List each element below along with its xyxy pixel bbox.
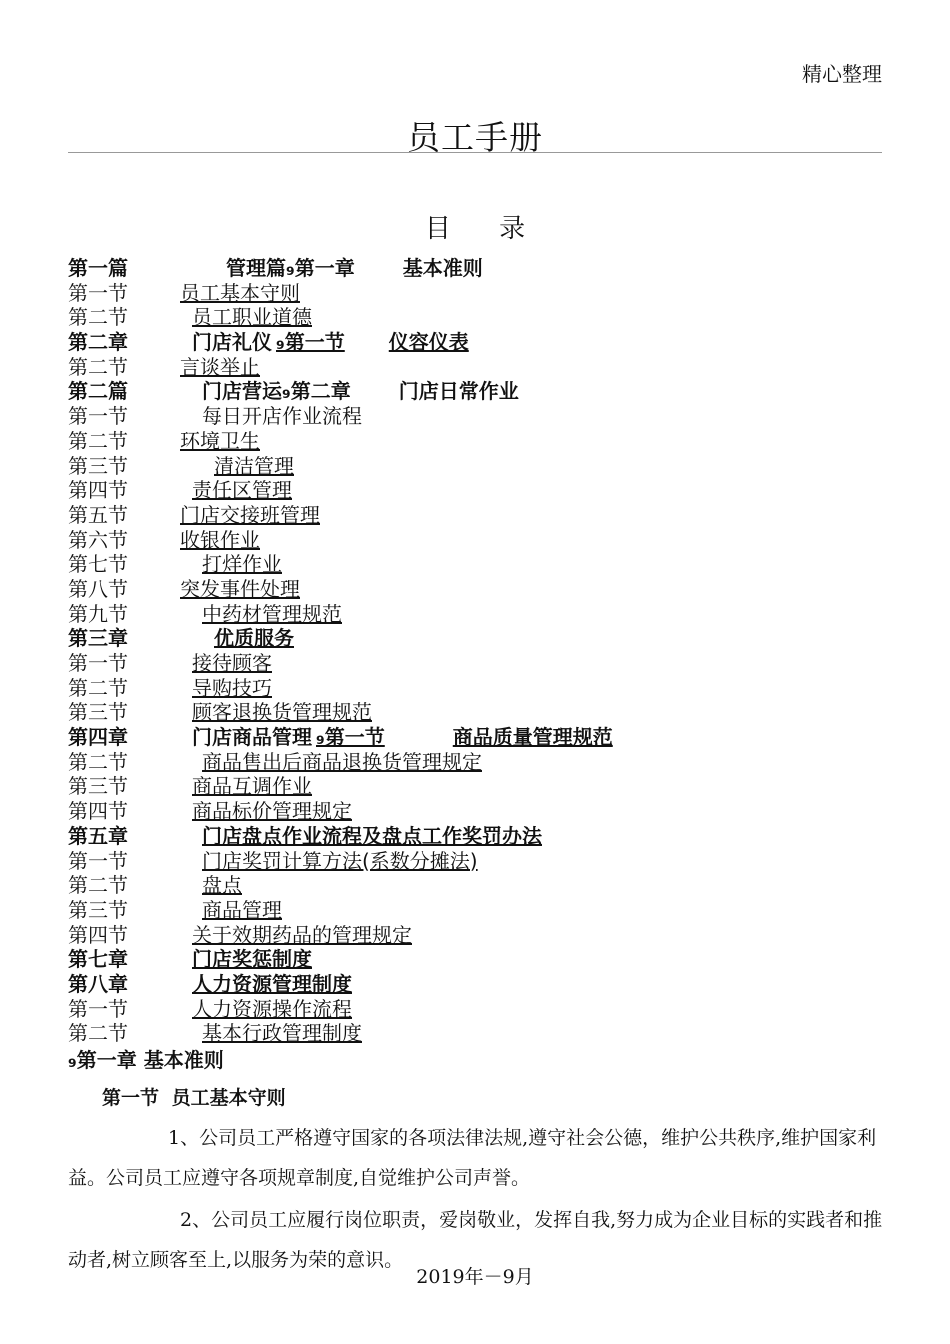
toc-entry[interactable] [68,651,888,676]
toc-entry[interactable] [68,676,888,701]
toc-entry-number: 第三章 [68,626,128,651]
toc-entry-title: 每日开店作业流程 [202,404,362,429]
toc-entry[interactable] [68,774,888,799]
toc-entry-title: 员工基本守则 [180,280,300,305]
toc-entry[interactable] [68,997,888,1022]
toc-entry-number: 第一节 [68,996,128,1021]
document-body [68,1046,888,1282]
toc-entry-title: 突发事件处理 [180,576,300,601]
toc-entry[interactable] [68,824,888,849]
toc-entry[interactable] [68,923,888,948]
toc-entry[interactable] [68,256,888,281]
toc-entry[interactable] [68,577,888,602]
toc-entry[interactable] [68,355,888,380]
toc-entry[interactable] [68,281,888,306]
toc-entry-title: 接待顾客 [192,651,272,675]
toc-entry-title: 门店礼仪 [192,330,272,355]
toc-entry-number: 第五章 [68,823,128,848]
toc-entry-title: 收银作业 [180,527,260,552]
toc-entry[interactable] [68,552,888,577]
toc-entry-title: 盘点 [202,873,242,898]
toc-entry-number: 第一节 [68,848,128,873]
toc-entry-number: 第一节 [68,404,128,429]
toc-entry-title: 打烊作业 [202,552,282,577]
toc-entry[interactable] [68,873,888,898]
chapter-heading: ₉第一章 基本准则 [68,1048,224,1072]
toc-entry-number: 第二篇 [68,379,128,404]
toc-entry[interactable] [68,898,888,923]
toc-entry[interactable] [68,404,888,429]
toc-entry-title: 言谈举止 [180,354,260,379]
toc-entry[interactable] [68,330,888,355]
body-paragraph-2: 2、公司员工应履行岗位职责，爱岗敬业，发挥自我,努力成为企业目标的实践者和推动者,树立顾客至上,以服务为荣的意识。 [68,1209,883,1271]
toc-entry-number: 第六节 [68,527,128,552]
toc-entry[interactable] [68,972,888,997]
toc-entry-title: 商品标价管理规定 [192,799,352,824]
toc-entry-sub-title: 门店日常作业 [398,379,519,404]
toc-entry[interactable] [68,528,888,553]
toc-entry-title: 商品管理 [202,897,282,922]
toc-entry-number: 第二节 [68,428,128,453]
toc-entry-title: 责任区管理 [192,478,292,503]
toc-entry-number: 第四章 [68,725,128,750]
toc-entry[interactable] [68,799,888,824]
toc-entry-title: 中药材管理规范 [202,601,342,626]
toc-entry[interactable] [68,725,888,750]
toc-entry-title: 关于效期药品的管理规定 [192,922,412,947]
toc-entry-number: 第二章 [68,330,128,355]
toc-entry[interactable] [68,849,888,874]
toc-entry[interactable] [68,1021,888,1046]
toc-entry[interactable] [68,305,888,330]
toc-entry-number: 第九节 [68,601,128,626]
toc-title: 目 录 [424,214,526,244]
toc-entry-subtitle [282,379,519,404]
toc-entry[interactable] [68,454,888,479]
toc-entry-number: 第二节 [68,675,128,700]
toc-entry-sub-number: ₉第一章 [286,256,355,280]
toc-entry-number: 第三节 [68,700,128,725]
toc-entry[interactable] [68,429,888,454]
toc-entry[interactable] [68,947,888,972]
toc-entry-title: 员工职业道德 [192,305,312,330]
footer-date: 2019年－9月 [416,1266,534,1288]
toc-entry-title: 管理篇 [226,256,286,280]
toc-entry-number: 第三节 [68,774,128,799]
toc-entry-number: 第八章 [68,971,128,996]
toc-entry-title: 基本行政管理制度 [202,1021,362,1046]
toc-entry-number: 第四节 [68,799,128,824]
toc-entry[interactable] [68,379,888,404]
toc-entry-number: 第二节 [68,354,128,379]
header-note: 精心整理 [802,62,882,86]
toc-entry-number: 第二节 [68,749,128,774]
toc-entry-number: 第二节 [68,873,128,898]
toc-entry-title: 门店奖惩制度 [192,947,312,972]
toc-entry[interactable] [68,602,888,627]
toc-entry[interactable] [68,750,888,775]
toc-entry-title: 门店商品管理 [192,725,312,750]
toc-entry-number: 第五节 [68,502,128,527]
toc-entry-sub-number: ₉第一节 [316,725,385,750]
table-of-contents [68,256,888,1046]
toc-entry-title: 商品售出后商品退换货管理规定 [202,749,482,774]
toc-entry-title: 人力资源管理制度 [192,971,352,996]
toc-entry-title: 门店营运 [202,379,282,404]
toc-entry-number: 第二节 [68,1021,128,1046]
toc-entry-title: 顾客退换货管理规范 [192,700,372,725]
toc-entry-title: 门店交接班管理 [180,502,320,527]
section-heading: 第一节 员工基本守则 [102,1087,286,1109]
toc-entry-number: 第三节 [68,897,128,922]
toc-entry-sub-number: ₉第二章 [282,379,351,404]
toc-entry-title: 环境卫生 [180,428,260,453]
toc-entry-number: 第三节 [68,453,128,478]
toc-entry-title: 门店奖罚计算方法(系数分摊法) [202,848,478,873]
toc-entry-title: 商品互调作业 [192,774,312,799]
toc-entry-number: 第一篇 [68,256,128,280]
toc-entry-number: 第二节 [68,305,128,330]
toc-entry-sub-title: 仪容仪表 [388,330,469,355]
toc-entry-title: 人力资源操作流程 [192,996,352,1021]
toc-entry-number: 第四节 [68,922,128,947]
body-paragraph-1: 1、公司员工严格遵守国家的各项法律法规,遵守社会公德，维护公共秩序,维护国家利益。公司员工应遵守各项规章制度,自觉维护公司声誉。 [68,1127,877,1189]
toc-entry-title: 导购技巧 [192,675,272,700]
title-divider [68,152,882,153]
toc-entry-subtitle [286,256,483,281]
toc-entry[interactable] [68,700,888,725]
toc-entry-title: 优质服务 [214,626,294,651]
toc-entry-number: 第四节 [68,478,128,503]
toc-entry-subtitle [312,725,613,750]
toc-entry-title: 门店盘点作业流程及盘点工作奖罚办法 [202,823,542,848]
toc-entry[interactable] [68,478,888,503]
toc-entry[interactable] [68,626,888,651]
toc-entry-title: 清洁管理 [214,453,294,478]
document-title: 员工手册 [407,118,543,157]
toc-entry-sub-number: ₉第一节 [276,330,345,355]
toc-entry-number: 第一节 [68,280,128,305]
toc-entry-number: 第七章 [68,947,128,972]
toc-entry-subtitle [272,330,469,355]
toc-entry-number: 第七节 [68,552,128,577]
toc-entry[interactable] [68,503,888,528]
toc-entry-number: 第一节 [68,651,128,675]
toc-entry-number: 第八节 [68,576,128,601]
toc-entry-sub-title: 基本准则 [402,256,483,280]
toc-entry-sub-title: 商品质量管理规范 [452,725,613,750]
